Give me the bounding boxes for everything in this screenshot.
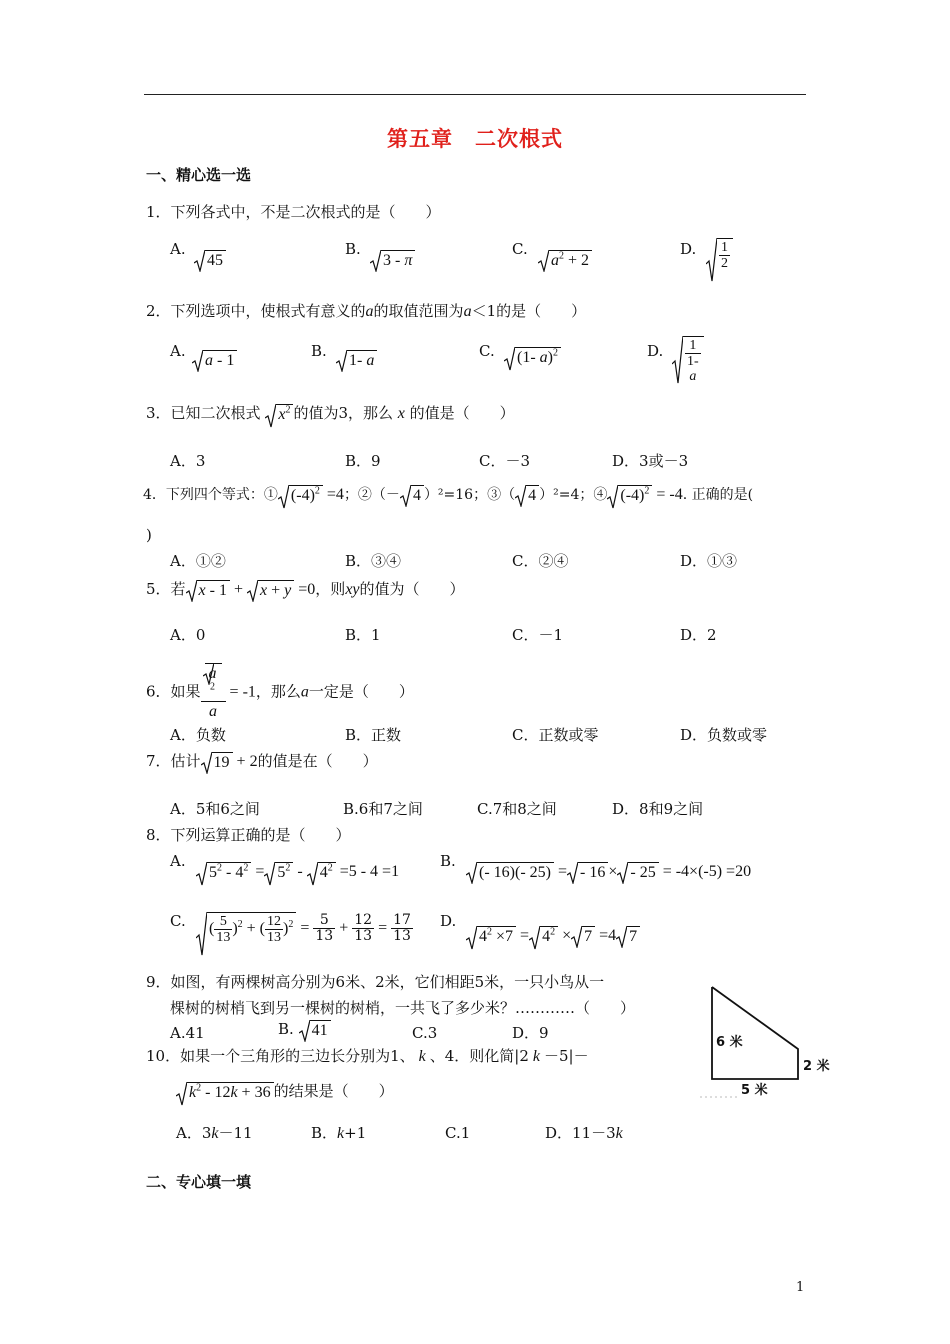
q9-option-d: D．9 [512,1024,549,1042]
q1-option-b-expr: 3 - π [370,250,415,270]
q10-stem-line2: $k^2 - 12k + 36$ 的结果是（ ） [176,1082,394,1102]
q5-option-d: D．2 [680,626,717,644]
figure-label-left: 6 米 [716,1035,743,1050]
q8-option-b-expr: (- 16)(- 25) = - 16 × - 25 = -4×(-5) =20 [466,862,751,882]
q1-stem: 1．下列各式中，不是二次根式的是（ ） [146,203,441,221]
q4-option-b: B．③④ [345,552,402,570]
q9-option-a: A.41 [170,1024,205,1042]
q2-option-d-label: D. [647,342,664,360]
q4-stem-close: ) [146,526,152,544]
q3-option-b: B．9 [345,452,381,470]
q6-option-c: C．正数或零 [512,726,599,744]
q7-option-d: D．8和9之间 [612,800,704,818]
figure-label-bottom: 5 米 [741,1083,768,1098]
q1-option-c-expr: $a^2 + 2$ [538,250,592,270]
q10-stem-line1: 10．如果一个三角形的三边长分别为1、 k 、4．则化简|2 k －5|－ [146,1047,589,1065]
q6-option-a: A．负数 [170,726,226,744]
q2-stem: 2．下列选项中，使根式有意义的a的取值范围为a＜1的是（ ） [146,302,587,320]
q2-option-b-label: B. [311,342,327,360]
q1-option-b-label: B. [345,240,361,258]
q10-option-a: A．3k－11 [176,1124,253,1142]
q4-option-a: A．①② [170,552,226,570]
q10-option-d: D．11－3k [545,1124,623,1142]
q2-option-a-expr: a - 1 [192,350,237,370]
q6-option-d: D．负数或零 [680,726,768,744]
q1-option-a-label: A. [170,240,186,258]
q8-option-d-label: D. [440,912,457,930]
q6-stem: 6．如果 a $^2$ a = -1，那么a一定是（ ） [146,665,414,720]
q1-option-a-expr: 45 [194,250,226,270]
q9-line1: 9．如图，有两棵树高分别为6米、2米，它们相距5米，一只小鸟从一 [146,973,605,991]
page-number: 1 [796,1280,805,1295]
q9-line2: 棵树的树梢飞到另一棵树的树梢，一共飞了多少米？…………（ ） [170,999,636,1017]
q1-option-c-label: C. [512,240,528,258]
q2-option-c-expr: (1- a)$^2$ [504,347,561,367]
header-rule [144,94,806,95]
q10-option-c: C.1 [445,1124,471,1142]
q2-option-a-label: A. [170,342,186,360]
q8-option-c-label: C. [170,912,186,930]
q10-option-b: B．k+1 [311,1124,367,1142]
q2-option-b-expr: 1- a [336,350,377,370]
q5-option-a: A．0 [170,626,206,644]
q7-option-a: A．5和6之间 [170,800,260,818]
q5-option-c: C．－1 [512,626,564,644]
q4-stem: 4．下列四个等式：① $(-4)^2 =4$；②（－ 4 ）²=16；③（ 4 ）²=4；④ $(-4)^2 = -4$. 正确的是( [143,485,753,505]
q4-option-c: C．②④ [512,552,569,570]
chapter-title: 第五章 二次根式 [387,127,563,151]
q2-option-d-expr: 1 1- a [672,336,704,384]
q5-option-b: B．1 [345,626,381,644]
q9-option-c: C.3 [412,1024,438,1042]
q9-option-b: B. 41 [278,1020,331,1040]
q3-option-a: A．3 [170,452,206,470]
q8-option-d-expr: $4^2 \times 7$ = $4^2$ × 7 =4 7 [466,926,640,946]
q8-option-a-expr: $5^2 - 4^2$ = $5^2$ - $4^2 =5 - 4 =1$ [196,862,399,882]
section-heading-1: 一、精心选一选 [146,166,252,184]
q8-option-c-expr: ( $\frac{5}{13}$ )$^2$ + ( $\frac{12}{13}$ )$^2$ = $\frac{5}{13}$ + $\frac{12}{13}$ = $\frac{17}{13}$ [196,912,413,945]
q6-option-b: B．正数 [345,726,402,744]
q2-option-c-label: C. [479,342,495,360]
q7-option-b: B.6和7之间 [343,800,423,818]
q5-stem: 5．若 x - 1 + x + y =0，则xy的值为（ ） [146,580,465,599]
q7-option-c: C.7和8之间 [477,800,557,818]
q3-stem: 3．已知二次根式 $x^2$ 的值为3，那么 x 的值是（ ） [146,404,515,424]
q8-option-a-label: A. [170,852,186,870]
q4-option-d: D．①③ [680,552,738,570]
q1-option-d-expr: $\frac{1}{2}$ [706,238,733,271]
trapezoid-outline [712,987,798,1079]
q8-stem: 8．下列运算正确的是（ ） [146,826,351,844]
q7-stem: 7．估计 19 + 2的值是在（ ） [146,752,378,771]
q3-option-d: D．3或－3 [612,452,689,470]
q3-option-c: C．－3 [479,452,531,470]
section-heading-2: 二、专心填一填 [146,1173,252,1191]
figure-label-right: 2 米 [803,1059,830,1074]
q1-option-d-label: D. [680,240,697,258]
q8-option-b-label: B. [440,852,456,870]
